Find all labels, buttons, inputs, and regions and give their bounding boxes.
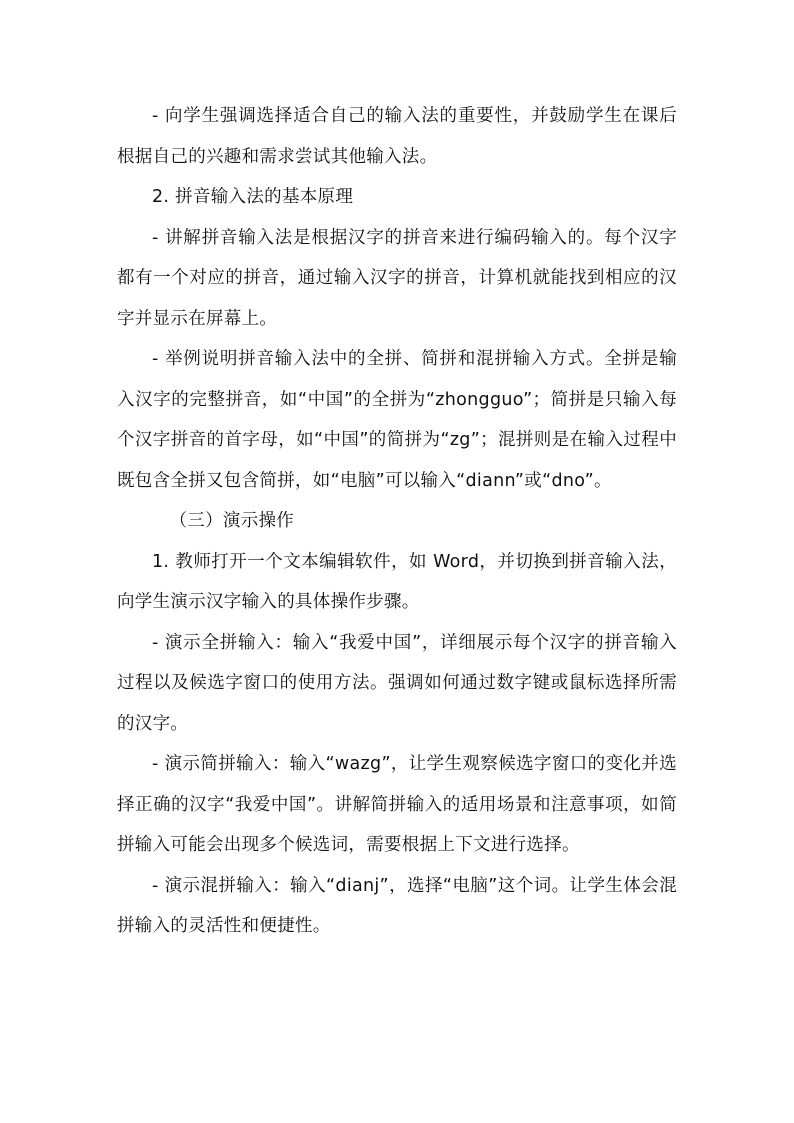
paragraph-full-pinyin-demo: - 演示全拼输入：输入“我爱中国”，详细展示每个汉字的拼音输入过程以及候选字窗口的使用方法。强调如何通过数字键或鼠标选择所需的汉字。 <box>117 632 677 734</box>
section-title-demo: （三）演示操作 <box>169 511 295 531</box>
paragraph-emphasize-input-method: - 向学生强调选择适合自己的输入法的重要性，并鼓励学生在课后根据自己的兴趣和需求尝试其他输入法。 <box>117 106 677 167</box>
document-body <box>117 96 677 947</box>
paragraph-mixed-pinyin-demo: - 演示混拼输入：输入“dianj”，选择“电脑”这个词。让学生体会混拼输入的灵活性和便捷性。 <box>117 875 677 936</box>
paragraph-abbrev-pinyin-demo: - 演示简拼输入：输入“wazg”，让学生观察候选字窗口的变化并选择正确的汉字“我爱中国”。讲解简拼输入的适用场景和注意事项，如简拼输入可能会出现多个候选词，需要根据上下文进行选择。 <box>117 754 677 855</box>
heading-pinyin-principle: 2. 拼音输入法的基本原理 <box>152 187 354 207</box>
paragraph-teacher-demo: 1. 教师打开一个文本编辑软件，如 Word，并切换到拼音输入法，向学生演示汉字输入的具体操作步骤。 <box>117 551 677 612</box>
paragraph-input-modes-example: - 举例说明拼音输入法中的全拼、简拼和混拼输入方式。全拼是输入汉字的完整拼音，如“中国”的全拼为“zhongguo”；简拼是只输入每个汉字拼音的首字母，如“中国”的简拼为“zg”；混拼则是在输入过程中既包含全拼又包含简拼，如“电脑”可以输入“diann”或“dno”。 <box>117 349 677 491</box>
paragraph-pinyin-encoding: - 讲解拼音输入法是根据汉字的拼音来进行编码输入的。每个汉字都有一个对应的拼音，通过输入汉字的拼音，计算机就能找到相应的汉字并显示在屏幕上。 <box>117 227 677 329</box>
